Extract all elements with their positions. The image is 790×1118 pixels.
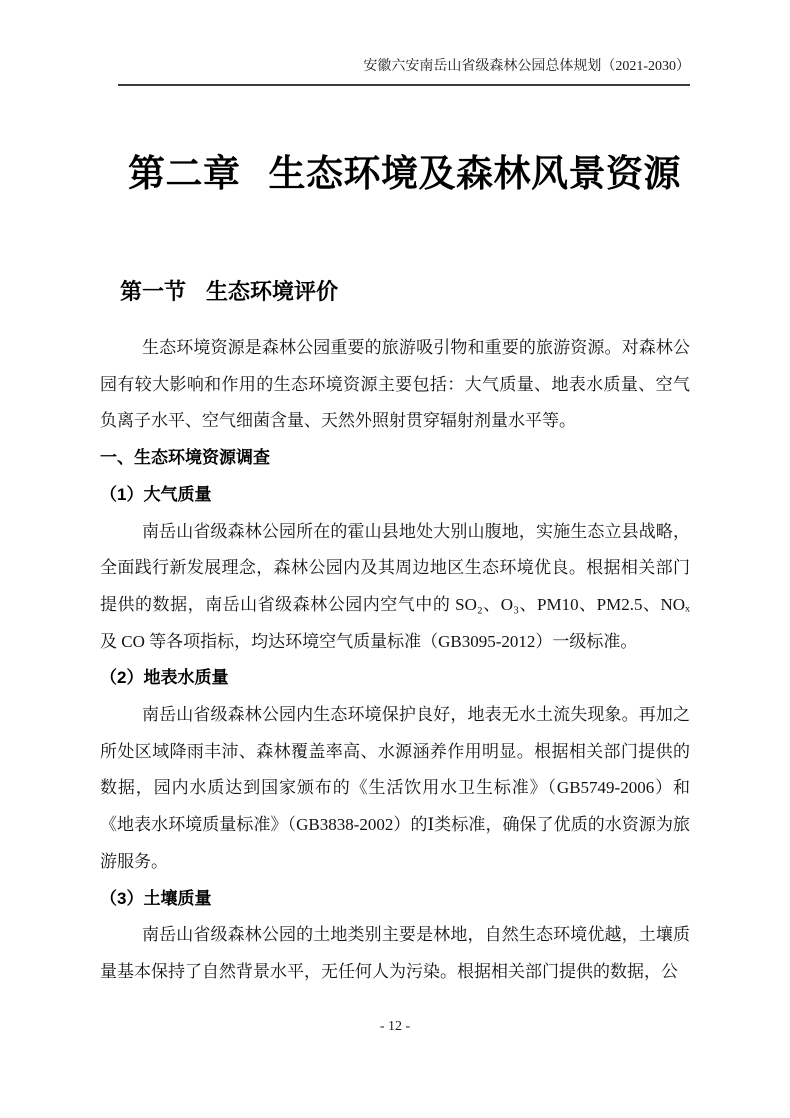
paragraph: 南岳山省级森林公园的土地类别主要是林地，自然生态环境优越，土壤质量基本保持了自然背景水平，无任何人为污染。根据相关部门提供的数据，公 (100, 925, 690, 981)
page-content (100, 0, 690, 1036)
section-title (100, 278, 690, 306)
header-rule (118, 84, 690, 86)
paragraph: 生态环境资源是森林公园重要的旅游吸引物和重要的旅游资源。对森林公园有较大影响和作用的生态环境资源主要包括：大气质量、地表水质量、空气负离子水平、空气细菌含量、天然外照射贯穿辐射剂量水平等。 (100, 338, 690, 431)
heading-level-1: 一、生态环境资源调查 (100, 448, 270, 468)
paragraph: 南岳山省级森林公园内生态环境保护良好，地表无水土流失现象。再加之所处区域降雨丰沛、森林覆盖率高、水源涵养作用明显。根据相关部门提供的数据，园内水质达到国家颁布的《生活饮用水卫生标准》（GB5749-2006）和《地表水环境质量标准》（GB3838-2002）的Ⅰ类标准，确保了优质的水资源为旅游服务。 (100, 705, 690, 871)
chapter-title (100, 150, 690, 200)
document-body (100, 330, 690, 991)
section-number: 第一节 (120, 279, 187, 304)
heading-level-2: （1）大气质量 (100, 484, 212, 504)
heading-level-2: （2）地表水质量 (100, 668, 229, 688)
heading-level-2: （3）土壤质量 (100, 888, 212, 908)
page-footer (100, 1017, 690, 1036)
paragraph: 南岳山省级森林公园所在的霍山县地处大别山腹地，实施生态立县战略，全面践行新发展理念，森林公园内及其周边地区生态环境优良。根据相关部门提供的数据，南岳山省级森林公园内空气中的 SO₂、O₃、PM10、PM2.5、NOₓ 及 CO 等各项指标，均达环境空气质量标准（GB3095-2012）一级标准。 (100, 521, 690, 651)
chapter-number: 第二章 (128, 154, 241, 195)
section-name: 生态环境评价 (206, 279, 339, 304)
page-number: - 12 - (379, 1018, 411, 1034)
running-header (100, 0, 690, 76)
running-header-title: 安徽六安南岳山省级森林公园总体规划（2021-2030） (363, 59, 690, 74)
chapter-name: 生态环境及森林风景资源 (268, 154, 681, 195)
